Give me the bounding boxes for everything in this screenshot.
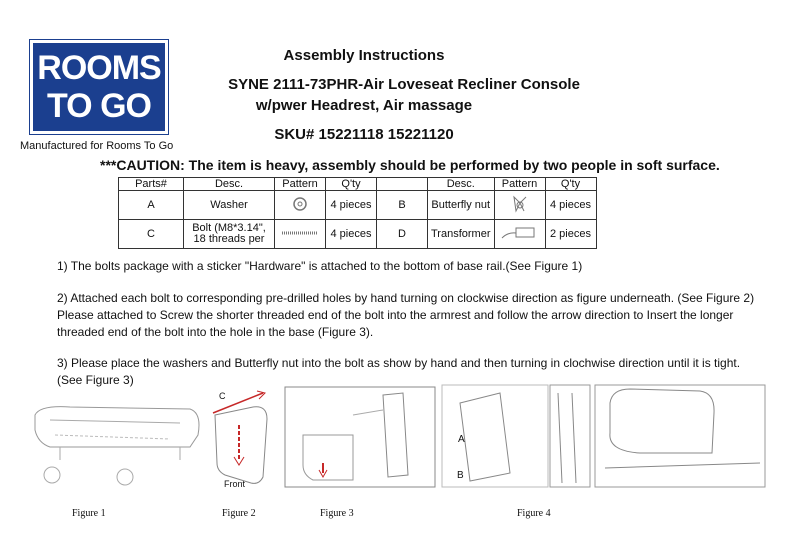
logo-line1: ROOMS	[37, 49, 161, 87]
sku-line: SKU# 15221118 15221120	[274, 126, 454, 143]
parts-table	[118, 177, 597, 249]
step-2: 2) Attached each bolt to corresponding pre-drilled holes by hand turning on clockwise direction as figure underneath. (See Figure 2) Please attached to Screw the shorter threaded end of the bolt into the armrest and follow the arrow direction to Insert the longer threaded end of the bolt into the hole in the base (Figure 3).	[57, 291, 755, 339]
figure-2-caption: Figure 2	[222, 508, 256, 519]
manufactured-for: Manufactured for Rooms To Go	[20, 140, 174, 152]
bolt-icon	[280, 227, 320, 239]
part-id: A	[119, 191, 184, 220]
col-header: Pattern	[494, 178, 545, 191]
transformer-pattern	[494, 220, 545, 249]
product-subtitle: w/pwer Headrest, Air massage	[255, 97, 473, 114]
figure-1-caption: Figure 1	[72, 508, 106, 519]
figure-1-diagram	[30, 395, 210, 495]
figure-4-label-a: A	[458, 434, 465, 445]
part-desc: Butterfly nut	[428, 191, 495, 220]
butterfly-nut-icon	[502, 193, 538, 215]
col-header: Desc.	[184, 178, 275, 191]
part-desc: Washer	[184, 191, 275, 220]
figure-4-diagram	[440, 383, 770, 493]
figure-2-label-c: C	[219, 391, 226, 401]
part-qty: 2 pieces	[545, 220, 596, 249]
washer-icon	[282, 194, 318, 214]
bolt-pattern	[275, 220, 326, 249]
part-qty: 4 pieces	[326, 191, 377, 220]
transformer-icon	[500, 222, 540, 244]
logo-line2: TO GO	[47, 87, 151, 125]
washer-pattern	[275, 191, 326, 220]
part-id: B	[377, 191, 428, 220]
part-desc: Transformer	[428, 220, 495, 249]
part-qty: 4 pieces	[545, 191, 596, 220]
step-1: 1) The bolts package with a sticker "Hardware" is attached to the bottom of base rail.(See Figure 1)	[57, 259, 583, 273]
part-qty: 4 pieces	[326, 220, 377, 249]
table-header-row	[119, 178, 597, 191]
figure-3-diagram	[283, 385, 438, 490]
figure-4-label-b: B	[457, 470, 464, 481]
step-3: 3) Please place the washers and Butterfly nut into the bolt as show by hand and then turning in clochwise direction until it is tight.(See Figure 3)	[57, 356, 741, 387]
col-header: Pattern	[275, 178, 326, 191]
caution-notice: ***CAUTION: The item is heavy, assembly should be performed by two people in soft surface.	[100, 157, 720, 173]
col-header: Parts#	[119, 178, 184, 191]
col-header: Desc.	[428, 178, 495, 191]
figure-3-caption: Figure 3	[320, 508, 354, 519]
col-header	[377, 178, 428, 191]
part-id: C	[119, 220, 184, 249]
table-row	[119, 191, 597, 220]
table-row	[119, 220, 597, 249]
col-header: Q'ty	[326, 178, 377, 191]
figure-2-front-label: Front	[224, 479, 246, 489]
part-id: D	[377, 220, 428, 249]
part-desc: Bolt (M8*3.14", 18 threads per	[184, 220, 275, 249]
product-name: SYNE 2111-73PHR-Air Loveseat Recliner Console	[228, 76, 580, 93]
page-title: Assembly Instructions	[283, 47, 445, 64]
figure-2-diagram	[205, 385, 280, 490]
butterfly-nut-pattern	[494, 191, 545, 220]
col-header: Q'ty	[545, 178, 596, 191]
figure-4-caption: Figure 4	[517, 508, 551, 519]
